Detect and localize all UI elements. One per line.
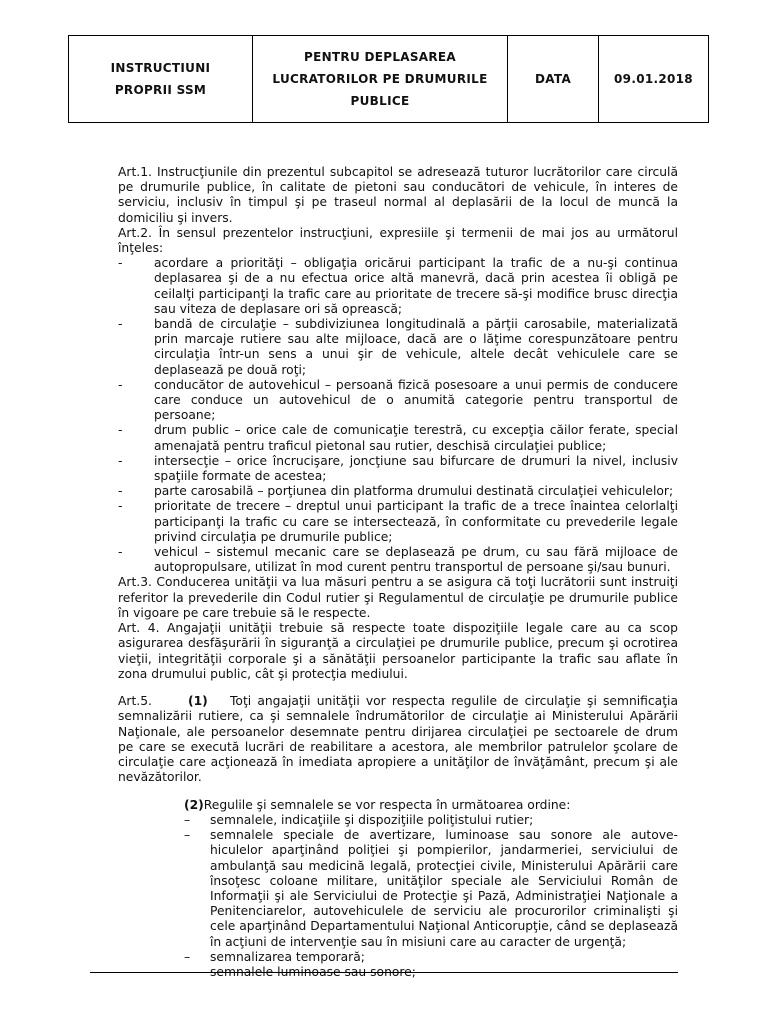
order-item-text: semnalele luminoase sau sonore;	[210, 964, 416, 979]
order-item-text: semnalizarea temporară;	[210, 949, 365, 964]
bullet-marker: -	[118, 484, 123, 499]
article-5-paragraph-2-number: (2)	[184, 797, 204, 812]
bullet-marker: -	[118, 377, 123, 392]
article-5-paragraph-1-number: (1)	[188, 694, 208, 709]
order-item	[184, 950, 678, 965]
dash-marker: –	[184, 812, 191, 827]
header-title-line-1: PENTRU DEPLASAREA	[303, 50, 457, 64]
definition-text: drum public – orice cale de comunicaţie terestră, cu excepţia căilor ferate, special amenajată pentru traficul pietonal sau rutier, deschisă circulaţiei publice;	[154, 423, 678, 453]
order-item	[184, 828, 678, 950]
header-date-label: DATA	[508, 36, 599, 123]
definition-item	[118, 378, 678, 424]
definition-item	[118, 545, 678, 575]
definition-text: bandă de circulaţie – subdiviziunea longitudinală a părţii carosabile, materializată prin marcaje rutiere sau alte mijloace, dacă are o lăţime corespunzătoare pentru circulaţia într-un sens a unui şir de vehicule, altele decât vehiculele care se deplasează pe două roţi;	[154, 317, 678, 377]
header-left-line-2: PROPRII SSM	[114, 83, 207, 97]
definition-text: vehicul – sistemul mecanic care se deplasează pe drum, cu sau fără mijloace de autopropulsare, utilizat în mod curent pentru transportul de persoane şi/sau bunuri.	[154, 545, 678, 575]
bullet-marker: -	[118, 545, 123, 560]
definition-text: conducător de autovehicul – persoană fizică posesoare a unui permis de conducere care conduce un autovehicul de o anumită categorie pentru transportul de persoane;	[154, 377, 678, 423]
definition-item	[118, 454, 678, 484]
header-left-line-1: INSTRUCTIUNI	[110, 61, 211, 75]
order-item-text: semnalele, indicaţiile şi dispoziţiile poliţistului rutier;	[210, 812, 534, 827]
article-3: Art.3. Conducerea unităţii va lua măsuri pentru a se asigura că toţi lucrătorii sunt instruiţi referitor la prevederile din Codul rutier şi Regulamentul de circulaţie pe drumurile publice în vigoare pe care trebuie să le respecte.	[118, 575, 678, 620]
article-5-paragraph-2-lead	[184, 798, 678, 813]
footer-divider	[90, 972, 678, 973]
article-5	[118, 694, 678, 785]
definition-item	[118, 256, 678, 317]
dash-marker: –	[184, 949, 191, 964]
article-5-paragraph-1-text: Toţi angajaţii unităţii vor respecta regulile de circulaţie şi semnificaţia semnalizării rutiere, ca şi semnalele îndrumătorilor de circulaţie ai Ministerului Apărării Naţionale, ale persoanelor desemnate pentru dirijarea circulaţiei pe sectoarele de drum pe care se execută lucrări de reabilitare a acestora, ale membrilor patrulelor şcolare de circulaţie care acţionează în imediata apropiere a unităţilor de învăţământ, precum şi ale nevăzătorilor.	[118, 694, 678, 785]
definition-item	[118, 423, 678, 453]
article-1: Art.1. Instrucţiunile din prezentul subcapitol se adresează tuturor lucrătorilor care circulă pe drumurile publice, în calitate de pietoni sau conducători de vehicule, în interes de serviciu, inclusiv în timpul şi pe traseul normal al deplasării de la locul de muncă la domiciliu şi invers.	[118, 165, 678, 225]
article-5-label: Art.5.	[118, 694, 152, 709]
definition-text: parte carosabilă – porţiunea din platforma drumului destinată circulaţiei vehiculelor;	[154, 484, 674, 499]
bullet-marker: -	[118, 256, 123, 271]
bullet-marker: -	[118, 453, 123, 468]
definition-text: acordare a priorităţi – obligaţia oricărui participant la trafic de a nu-şi continua deplasarea şi de a nu efectua orice altă manevră, dacă prin acestea îi obligă pe ceilalţi participanţi la trafic care au prioritate de trecere să-şi modifice brusc direcţia sau viteza de deplasare ori să oprească;	[154, 256, 678, 316]
header-date-value: 09.01.2018	[599, 36, 709, 123]
definition-item	[118, 484, 678, 499]
article-4: Art. 4. Angajaţii unităţii trebuie să respecte toate dispoziţiile legale care au ca scop asigurarea desfăşurării în siguranţă a circulaţiei pe drumurile publice, precum şi ocrotirea vieţii, integrităţii corporale şi a sănătăţii persoanelor participante la trafic sau aflate în zona drumului public, cât şi protecţia mediului.	[118, 621, 678, 681]
bullet-marker: -	[118, 317, 123, 332]
article-2: Art.2. În sensul prezentelor instrucţiuni, expresiile şi termenii de mai jos au următorul înţeles:	[118, 225, 678, 256]
definition-item	[118, 499, 678, 545]
document-body	[118, 165, 678, 980]
dash-marker: –	[184, 964, 191, 979]
header-title	[253, 36, 508, 123]
definition-item	[118, 317, 678, 378]
definition-text: intersecţie – orice încrucişare, joncţiune sau bifurcare de drumuri la nivel, inclusiv spaţiile formate de acestea;	[154, 453, 678, 484]
dash-marker: –	[184, 828, 191, 843]
article-5-paragraph-2-text: Regulile şi semnalele se vor respecta în următoarea ordine:	[203, 797, 571, 812]
definition-text: prioritate de trecere – dreptul unui participant la trafic de a trece înaintea celorlalţi participanţi la trafic cu care se intersectează, în conformitate cu prevederile legale privind circulaţia pe drumurile publice;	[154, 499, 678, 544]
header-title-line-3: PUBLICE	[350, 94, 410, 108]
header-table	[68, 35, 709, 123]
order-item	[184, 813, 678, 828]
bullet-marker: -	[118, 499, 123, 514]
header-title-line-2: LUCRATORILOR PE DRUMURILE	[272, 72, 488, 86]
article-5-paragraph-2	[118, 798, 678, 980]
bullet-marker: -	[118, 423, 123, 438]
header-document-type	[69, 36, 253, 123]
order-item-text: semnalele speciale de avertizare, luminoase sau sonore ale autove-hiculelor aparţinând poliţiei şi pompierilor, jandarmeriei, serviciului de ambulanţă sau medicină legală, protecţiei civile, Ministerului Apărării care însoţesc coloane militare, unităţilor speciale ale Serviciului Român de Informaţii şi ale Serviciului de Protecţie şi Pază, Administraţiei Naţionale a Penitenciarelor, autovehiculele de serviciu ale procurorilor criminalişti şi cele aparţinând Departamentului Naţional Anticorupţie, când se deplasează în acţiuni de intervenţie sau în misiuni care au caracter de urgenţă;	[210, 828, 678, 949]
definitions-list	[118, 256, 678, 575]
